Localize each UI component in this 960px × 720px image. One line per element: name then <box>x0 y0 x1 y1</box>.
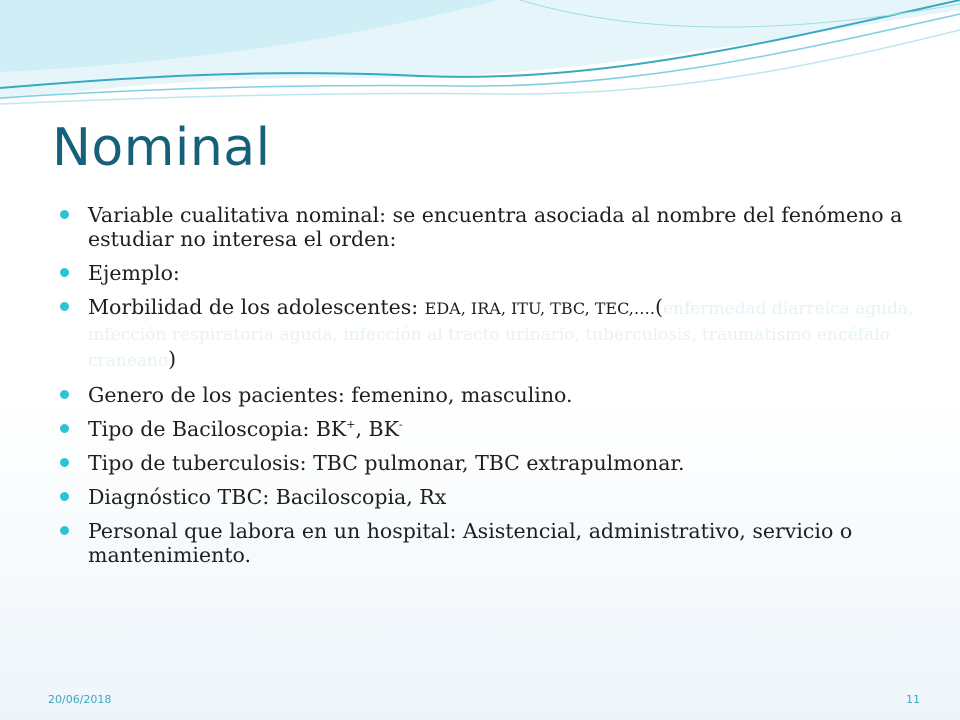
baciloscopia-text-a: Tipo de Baciloscopia: BK <box>88 417 347 441</box>
bullet-diagnostico-text: Diagnóstico TBC: Baciloscopia, Rx <box>88 485 447 509</box>
bullet-definition <box>60 203 920 251</box>
slide-title: Nominal <box>52 118 271 178</box>
bullet-genero-text: Genero de los pacientes: femenino, masculino. <box>88 383 573 407</box>
morbilidad-close-paren: ) <box>168 347 177 371</box>
bullet-genero <box>60 383 920 407</box>
footer-page-number: 11 <box>906 693 920 706</box>
bullet-personal <box>60 519 920 567</box>
morbilidad-codes: EDA, IRA, ITU, TBC, TEC,…. <box>424 299 655 318</box>
bullet-personal-text: Personal que labora en un hospital: Asistencial, administrativo, servicio o mantenimiento. <box>88 519 853 567</box>
bullet-baciloscopia <box>60 417 920 441</box>
bullet-example <box>60 261 920 285</box>
morbilidad-hidden-text: enfermedad diarreica aguda, infección respiratoria aguda, infección al tracto urinario, tuberculosis, traumatismo encéfalo craneano <box>88 299 914 371</box>
morbilidad-lead: Morbilidad de los adolescentes: <box>88 295 419 319</box>
footer-date: 20/06/2018 <box>48 693 112 706</box>
morbilidad-open-paren: ( <box>654 295 663 319</box>
bullet-morbilidad <box>60 295 920 373</box>
wave-decoration <box>0 0 960 120</box>
bk-minus: - <box>398 418 403 431</box>
bullet-diagnostico <box>60 485 920 509</box>
bullet-example-text: Ejemplo: <box>88 261 180 285</box>
bk-plus: + <box>346 418 356 431</box>
bullet-list <box>60 203 920 577</box>
bullet-tuberculosis-text: Tipo de tuberculosis: TBC pulmonar, TBC extrapulmonar. <box>88 451 685 475</box>
bullet-definition-text: Variable cualitativa nominal: se encuentra asociada al nombre del fenómeno a estudiar no interesa el orden: <box>88 203 903 251</box>
baciloscopia-text-b: , BK <box>355 417 399 441</box>
bullet-tuberculosis <box>60 451 920 475</box>
